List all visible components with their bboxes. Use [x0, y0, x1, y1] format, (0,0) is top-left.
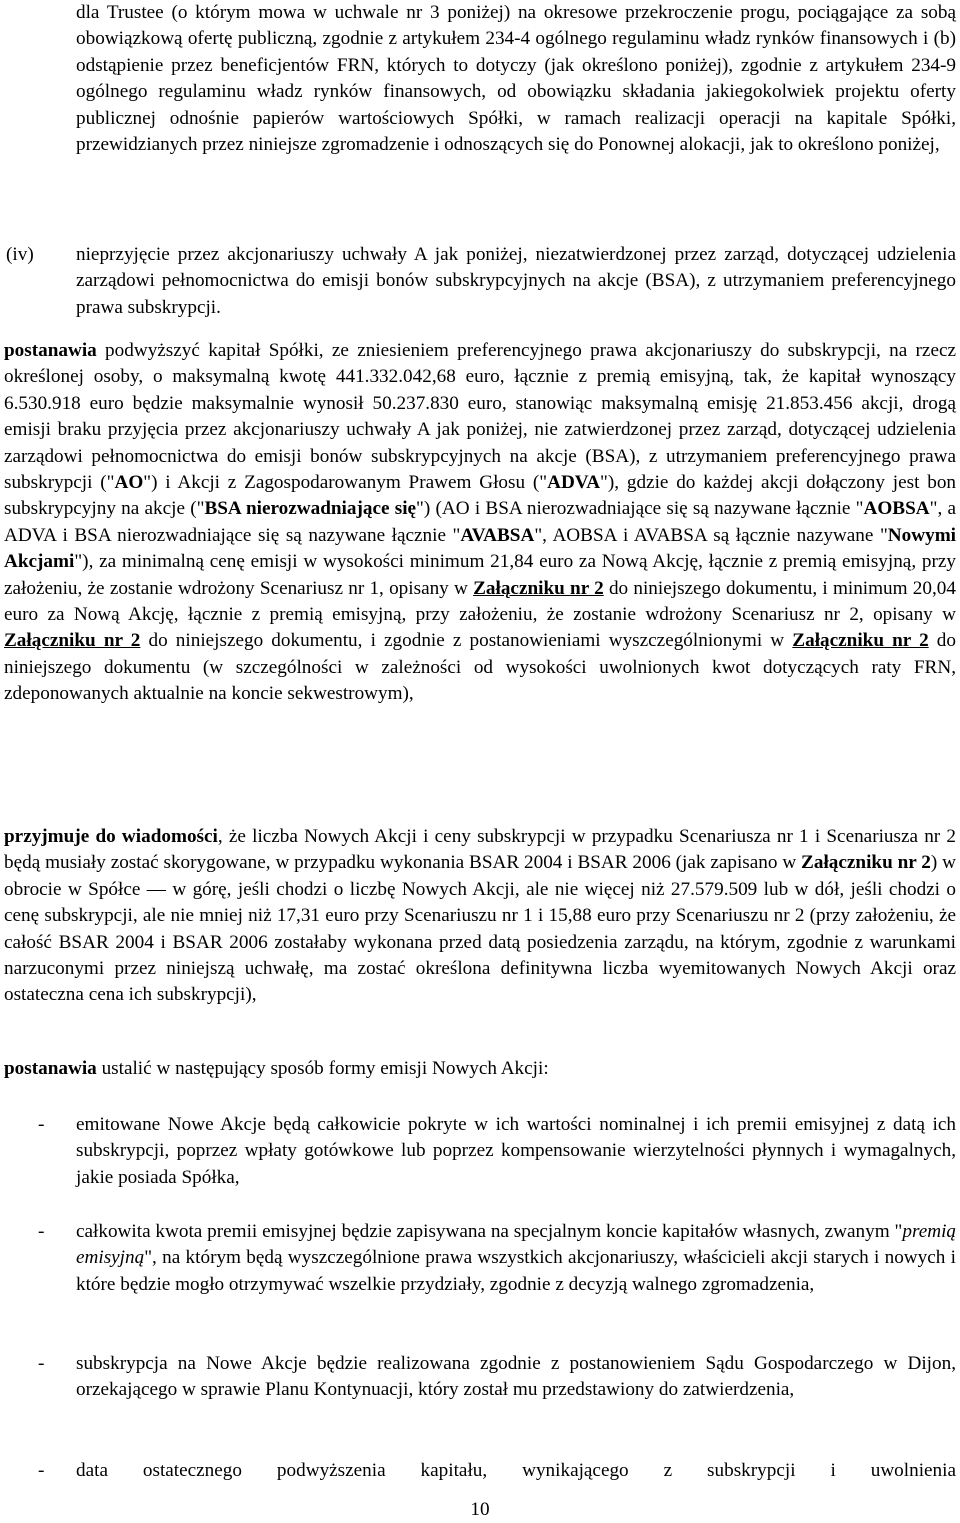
- annex-reference: Załączniku nr 2: [4, 630, 141, 652]
- bullet-dash: -: [38, 1460, 45, 1481]
- term-adva: ADVA: [547, 472, 601, 494]
- resolution-paragraph-forms: postanawia ustalić w następujący sposób formy emisji Nowych Akcji:: [4, 1058, 549, 1079]
- item-iv-label: (iv): [6, 244, 34, 265]
- annex-reference: Załączniku nr 2: [792, 630, 929, 652]
- resolution-paragraph-przyjmuje: przyjmuje do wiadomości, że liczba Nowych Akcji i ceny subskrypcji w przypadku Scenariusza nr 1 i Scenariusza nr 2 będą musiały zostać skorygowane, w przypadku wykonania BSAR 2004 i BSAR 2006 (jak zapisano w Załączniku nr 2) w obrocie w Spółce — w górę, jeśli chodzi o liczbę Nowych Akcji, ale nie więcej niż 27.579.509 lub w dół, jeśli chodzi o cenę subskrypcji, ale nie mniej niż 17,31 euro przy Scenariuszu nr 1 i 15,88 euro przy Scenariuszu nr 2 (przy założeniu, że całość BSAR 2004 i BSAR 2006 zostałaby wykonana przed datą posiedzenia zarządu, na którym, zgodnie z warunkami narzuconymi przez niniejszą uchwałę, ma zostać określona definitywna liczba wyemitowanych Nowych Akcji oraz ostateczna cena ich subskrypcji),: [4, 826, 956, 1006]
- bullet-dash: -: [38, 1353, 45, 1374]
- annex-reference: Załączniku nr 2: [473, 577, 604, 599]
- bullet-dash: -: [38, 1114, 45, 1135]
- continuation-paragraph: dla Trustee (o którym mowa w uchwale nr 3 poniżej) na okresowe przekroczenie progu, pociągające za sobą obowiązkową ofertę publiczną, zgodnie z artykułem 234-4 ogólnego regulaminu władz rynków finansowych i (b) odstąpienie przez beneficjentów FRN, których to dotyczy (jak określono poniżej), zgodnie z artykułem 234-9 ogólnego regulaminu władz rynków finansowych, od obowiązku składania jakiegokolwiek projektu oferty publicznej odnośnie papierów wartościowych Spółki, w ramach realizacji operacji na kapitale Spółki, przewidzianych przez niniejsze zgromadzenie i odnoszących się do Ponownej alokacji, jak to określono poniżej,: [76, 2, 956, 156]
- term-bsa: BSA nierozwadniające się: [204, 498, 417, 520]
- bullet-item: całkowita kwota premii emisyjnej będzie zapisywana na specjalnym koncie kapitałów własnych, zwanym "premią emisyjną", na którym będą wyszczególnione prawa wszystkich akcjonariuszy, właścicieli akcji starych i nowych i które będzie mogło otrzymywać wszelkie przydziały, zgodnie z decyzją walnego zgromadzenia,: [76, 1221, 956, 1295]
- term-ao: AO: [114, 472, 144, 494]
- item-iv-text: nieprzyjęcie przez akcjonariuszy uchwały A jak poniżej, niezatwierdzonej przez zarząd, dotyczącej udzielenia zarządowi pełnomocnictwa do emisji bonów subskrypcyjnych na akcje (BSA), z utrzymaniem preferencyjnego prawa subskrypcji.: [76, 244, 956, 318]
- keyword-postanawia: postanawia: [4, 1058, 97, 1079]
- bullet-item: data ostatecznego podwyższenia kapitału, wynikającego z subskrypcji i uwolnienia: [76, 1460, 956, 1481]
- page-number: 10: [470, 1499, 490, 1520]
- term-nowe-akcje: Nowymi Akcjami: [4, 524, 957, 573]
- keyword-postanawia: postanawia: [4, 340, 97, 361]
- annex-reference: Załączniku nr 2: [801, 852, 931, 874]
- term-avabsa: AVABSA: [460, 524, 535, 546]
- keyword-przyjmuje: przyjmuje do wiadomości: [4, 826, 218, 847]
- resolution-paragraph-postanawia: postanawia podwyższyć kapitał Spółki, ze zniesieniem preferencyjnego prawa akcjonariuszy do subskrypcji, na rzecz określonej osoby, o maksymalną kwotę 441.332.042,68 euro, łącznie z premią emisyjną, tak, że kapitał wynoszący 6.530.918 euro będzie maksymalnie wynosił 50.237.830 euro, stanowiąc maksymalną emisję 21.853.456 akcji, drogą emisji braku przyjęcia przez akcjonariuszy uchwały A jak poniżej, nie zatwierdzonej przez zarząd, dotyczącej udzielenia zarządowi pełnomocnictwa do emisji bonów subskrypcyjnych na akcje (BSA), z utrzymaniem preferencyjnego prawa subskrypcji ("AO") i Akcji z Zagospodarowanym Prawem Głosu ("ADVA"), gdzie do każdej akcji dołączony jest bon subskrypcyjny na akcje ("BSA nierozwadniające się") (AO i BSA nierozwadniające się są nazywane łącznie "AOBSA", a ADVA i BSA nierozwadniające się są nazywane łącznie "AVABSA", AOBSA i AVABSA są łącznie nazywane "Nowymi Akcjami"), za minimalną cenę emisji w wysokości minimum 21,84 euro za Nową Akcję, łącznie z premią emisyjną, przy założeniu, że zostanie wdrożony Scenariusz nr 1, opisany w Załączniku nr 2 do niniejszego dokumentu, i minimum 20,04 euro za Nową Akcję, łącznie z premią emisyjną, przy założeniu, że zostanie wdrożony Scenariusz nr 2, opisany w Załączniku nr 2 do niniejszego dokumentu, i zgodnie z postanowieniami wyszczególnionymi w Załączniku nr 2 do niniejszego dokumentu (w szczególności w zależności od wysokości uwolnionych kwot dotyczących raty FRN, zdeponowanych aktualnie na koncie sekwestrowym),: [4, 340, 957, 705]
- term-aobsa: AOBSA: [863, 498, 930, 520]
- bullet-item: subskrypcja na Nowe Akcje będzie realizowana zgodnie z postanowieniem Sądu Gospodarczego w Dijon, orzekającego w sprawie Planu Kontynuacji, który został mu przedstawiony do zatwierdzenia,: [76, 1353, 956, 1401]
- term-premia-emisyjna: premią emisyjną: [76, 1221, 956, 1269]
- bullet-dash: -: [38, 1221, 45, 1242]
- bullet-item: emitowane Nowe Akcje będą całkowicie pokryte w ich wartości nominalnej i ich premii emisyjnej z datą ich subskrypcji, poprzez wpłaty gotówkowe lub poprzez kompensowanie wierzytelności płynnych i wymagalnych, jakie posiada Spółka,: [76, 1114, 956, 1188]
